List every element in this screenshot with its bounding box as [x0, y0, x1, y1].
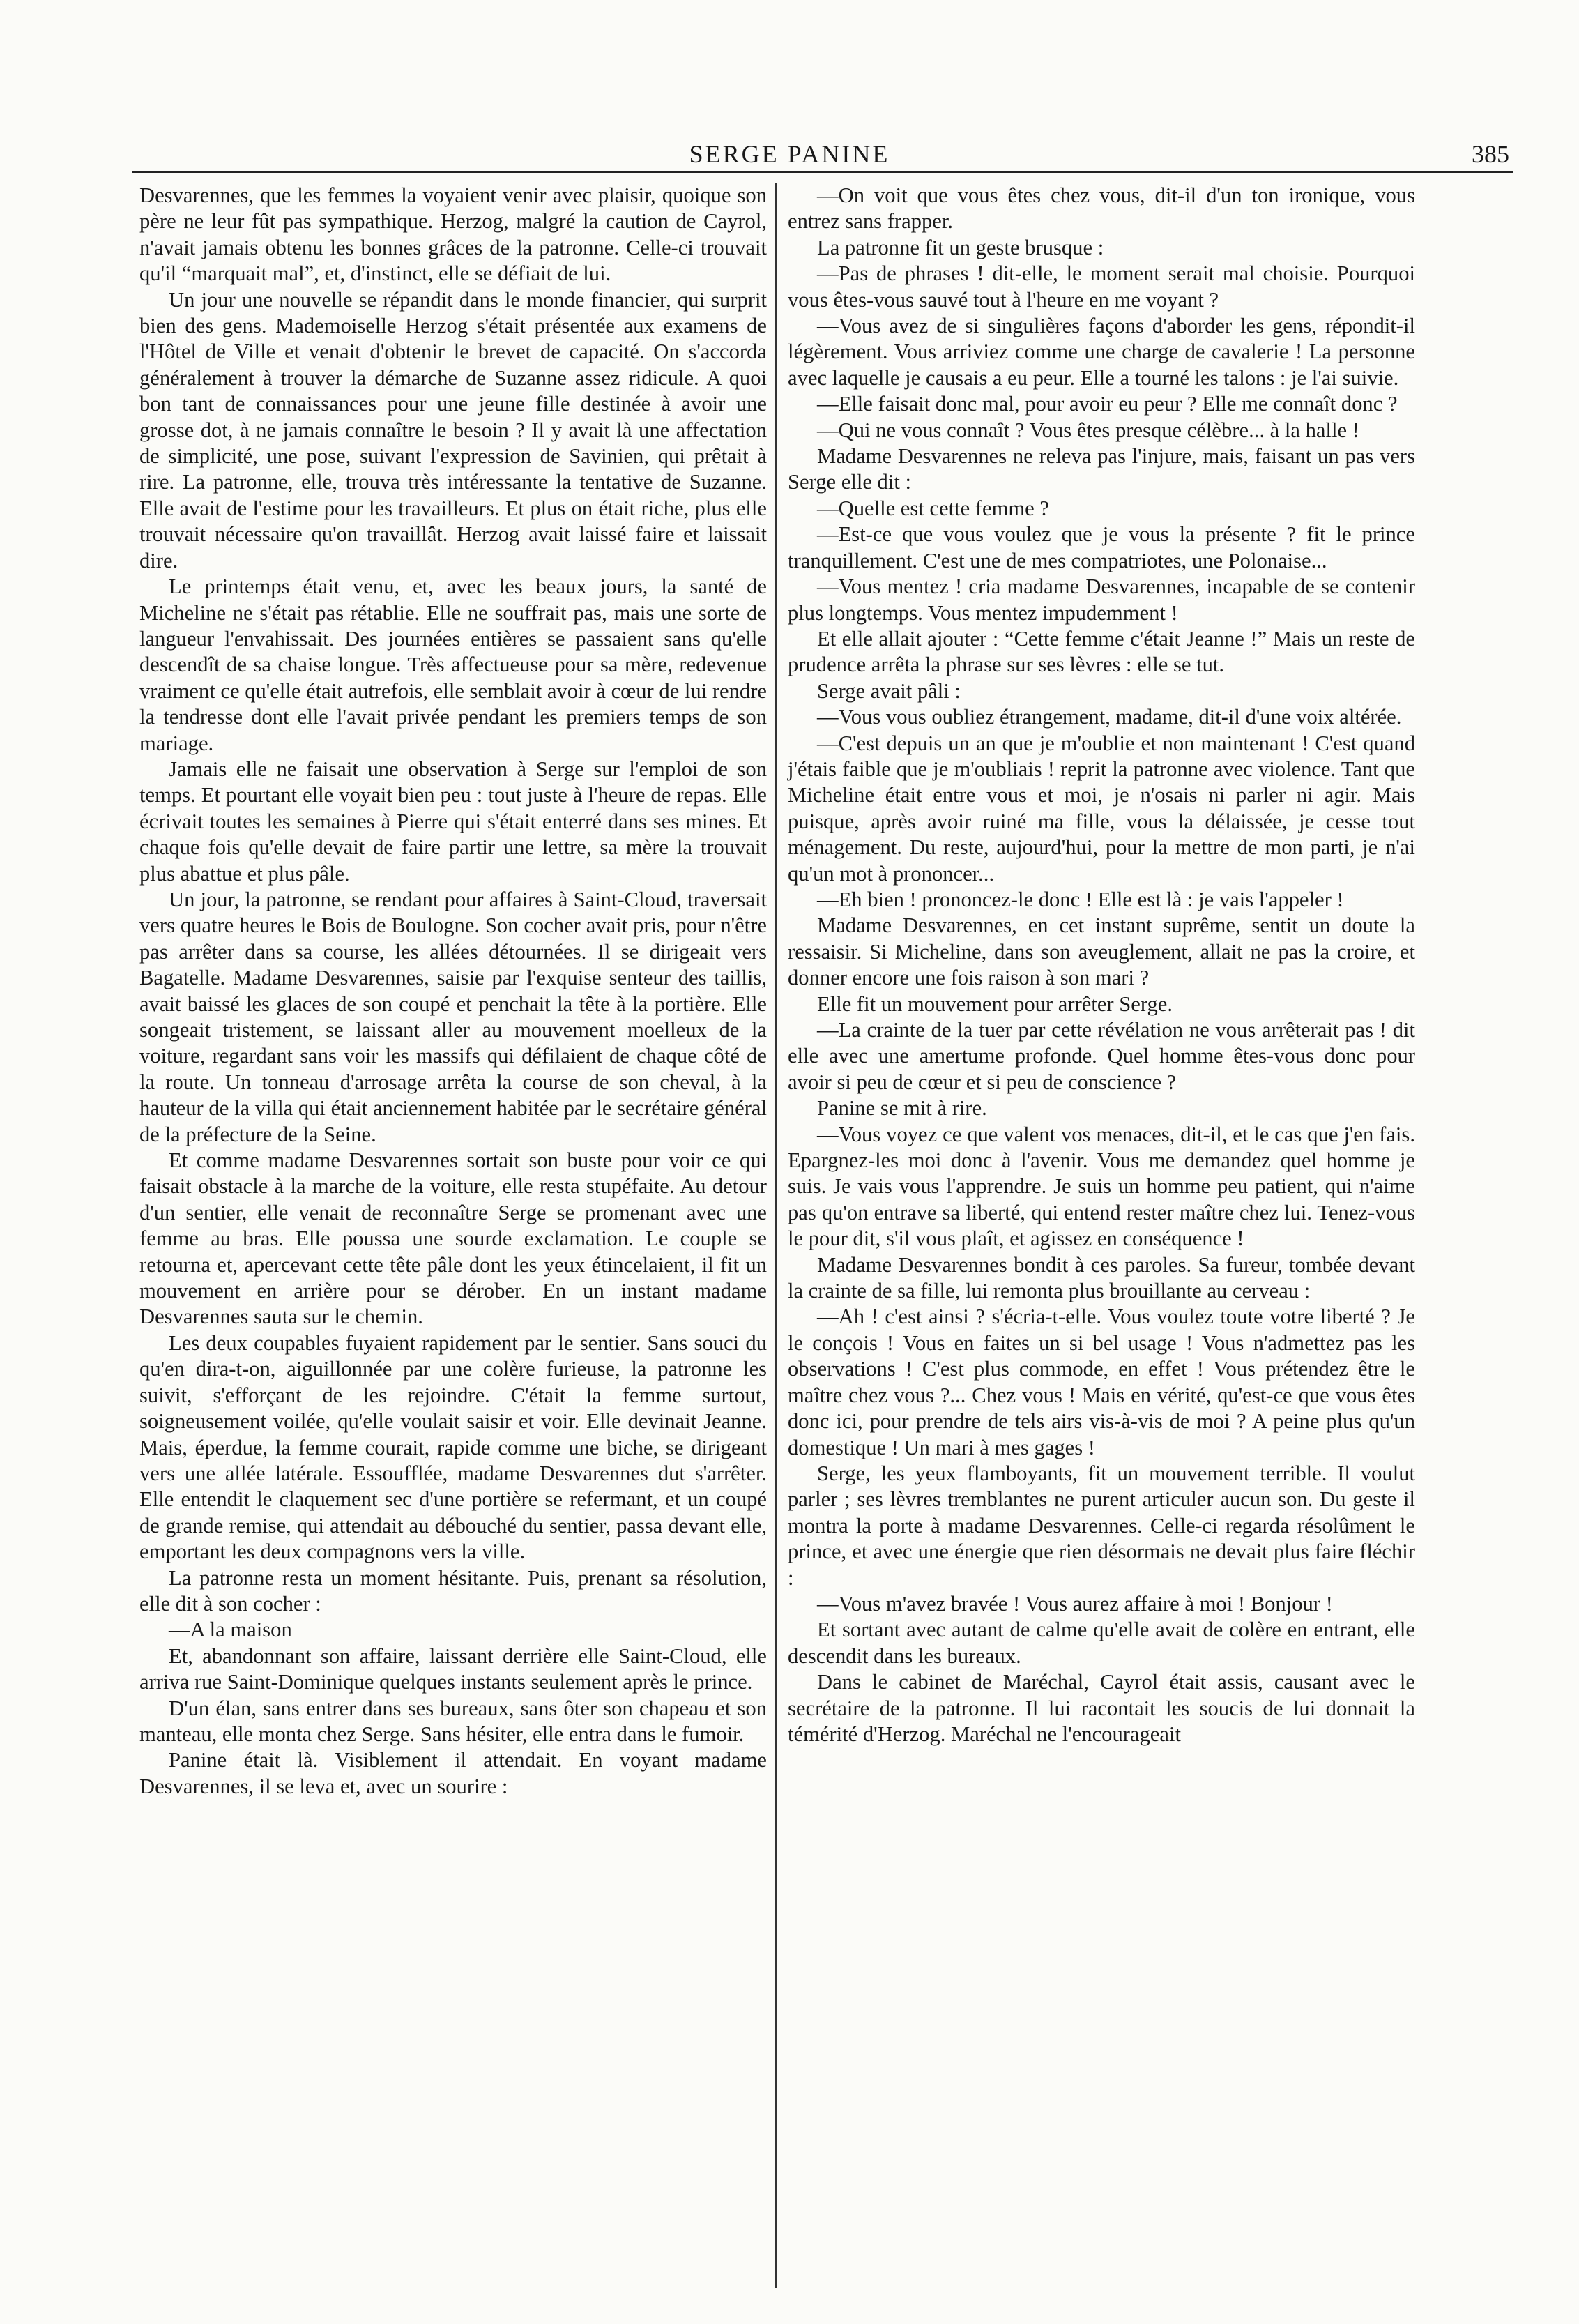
running-title: SERGE PANINE: [689, 140, 890, 168]
paragraph: Un jour une nouvelle se répandit dans le monde financier, qui surprit bien des gens. Mademoiselle Herzog s'était présentée aux examens de l'Hôtel de Ville et venait d'obtenir le brevet de capacité. On s'accorda généralement à trouver la démarche de Suzanne assez ridicule. A quoi bon tant de connaissances pour une jeune fille destinée à avoir une grosse dot, à ne jamais connaître le besoin ? Il y avait là une affectation de simplicité, une pose, suivant l'expression de Savinien, qui prêtait à rire. La patronne, elle, trouva très intéressante la tentative de Suzanne. Elle avait de l'estime pour les travailleurs. Et plus on était riche, plus elle trouvait nécessaire qu'on travaillât. Herzog avait laissé faire et laissait dire.: [139, 287, 767, 572]
paragraph: —Vous mentez ! cria madame Desvarennes, incapable de se contenir plus longtemps. Vous mentez impudemment !: [788, 575, 1415, 625]
column-divider: [775, 183, 777, 2288]
paragraph: Et comme madame Desvarennes sortait son buste pour voir ce qui faisait obstacle à la marche de la voiture, elle resta stupéfaite. Au detour d'un sentier, elle venait de reconnaître Serge se promenant avec une femme au bras. Elle poussa une sourde exclamation. Le couple se retourna et, apercevant cette tête pâle dont les yeux étincelaient, il fit un mouvement en arrière pour se dérober. En un instant madame Desvarennes sauta sur le chemin.: [139, 1148, 767, 1329]
paragraph: Le printemps était venu, et, avec les beaux jours, la santé de Micheline ne s'était pas rétablie. Elle ne souffrait pas, mais une sorte de langueur l'envahissait. Des journées entières se passaient sans qu'elle descendît de sa chaise longue. Très affectueuse pour sa mère, redevenue vraiment ce qu'elle était autrefois, elle semblait avoir à cœur de lui rendre la tendresse dont elle l'avait privée pendant les premiers temps de son mariage.: [139, 575, 767, 755]
paragraph: Et elle allait ajouter : “Cette femme c'était Jeanne !” Mais un reste de prudence arrêta la phrase sur ses lèvres : elle se tut.: [788, 626, 1415, 677]
paragraph: —Eh bien ! prononcez-le donc ! Elle est là : je vais l'appeler !: [817, 887, 1344, 911]
page-number: 385: [1472, 140, 1509, 168]
paragraph: —Elle faisait donc mal, pour avoir eu peur ? Elle me connaît donc ?: [817, 392, 1398, 416]
paragraph: —C'est depuis un an que je m'oublie et non maintenant ! C'est quand j'étais faible que je m'oubliais ! reprit la patronne avec violence. Tant que Micheline était entre vous et moi, je n'osais ni parler ni agir. Mais puisque, après avoir ruiné ma fille, vous la délaissée, je cesse tout ménagement. Du reste, aujourd'hui, pour la mettre de mon parti, je n'ai qu'un mot à prononcer...: [788, 731, 1415, 886]
paragraph: Les deux coupables fuyaient rapidement par le sentier. Sans souci du qu'en dira-t-on, aiguillonnée par une colère furieuse, la patronne les suivit, s'efforçant de les rejoindre. C'était la femme surtout, soigneusement voilée, qu'elle voulait saisir et voir. Elle devinait Jeanne. Mais, éperdue, la femme courait, rapide comme une biche, se dirigeant vers une allée latérale. Essoufflée, madame Desvarennes dut s'arrêter. Elle entendit le claquement sec d'une portière se refermant, et un coupé de grande remise, qui attendait au débouché du sentier, passa devant elle, emportant les deux compagnons vers la ville.: [139, 1330, 767, 1564]
paragraph: —Qui ne vous connaît ? Vous êtes presque célèbre... à la halle !: [817, 418, 1359, 442]
paragraph: —Ah ! c'est ainsi ? s'écria-t-elle. Vous voulez toute votre liberté ? Je le conçois ! Vous en faites un si bel usage ! Vous n'admettez pas les observations ! C'est plus commode, en effet ! Vous prétendez être le maître chez vous ?... Chez vous ! Mais en vérité, qu'est-ce que vous êtes donc ici, pour prendre de tels airs vis-à-vis de moi ? A peine plus qu'un domestique ! Un mari à mes gages !: [788, 1305, 1415, 1459]
paragraph: —On voit que vous êtes chez vous, dit-il d'un ton ironique, vous entrez sans frapper.: [788, 183, 1415, 234]
header-rule: [132, 171, 1513, 176]
paragraph: —La crainte de la tuer par cette révélation ne vous arrêterait pas ! dit elle avec une amertume profonde. Quel homme êtes-vous donc pour avoir si peu de cœur et si peu de conscience ?: [788, 1018, 1415, 1094]
paragraph: —Vous voyez ce que valent vos menaces, dit-il, et le cas que j'en fais. Epargnez-les moi donc à l'avenir. Vous me demandez quel homme je suis. Je vais vous l'apprendre. Je suis un homme peu patient, qui n'aime pas qu'on entrave sa liberté, qui entend rester maître chez lui. Tenez-vous le pour dit, s'il vous plaît, et agissez en conséquence !: [788, 1122, 1415, 1251]
paragraph: Serge avait pâli :: [817, 678, 961, 703]
paragraph: D'un élan, sans entrer dans ses bureaux, sans ôter son chapeau et son manteau, elle monta chez Serge. Sans hésiter, elle entra dans le fumoir.: [139, 1696, 767, 1746]
paragraph: Desvarennes, que les femmes la voyaient venir avec plaisir, quoique son père ne leur fût pas sympathique. Herzog, malgré la caution de Cayrol, n'avait jamais obtenu les bonnes grâces de la patronne. Celle-ci trouvait qu'il “marquait mal”, et, d'instinct, elle se défiait de lui.: [139, 183, 767, 286]
paragraph: —Vous vous oubliez étrangement, madame, dit-il d'une voix altérée.: [817, 705, 1402, 729]
paragraph: —Quelle est cette femme ?: [817, 496, 1049, 520]
paragraph: Madame Desvarennes, en cet instant suprême, sentit un doute la ressaisir. Si Micheline, dans son aveuglement, allait ne pas la croire, et donner encore une fois raison à son mari ?: [788, 913, 1415, 990]
paragraph: —Vous avez de si singulières façons d'aborder les gens, répondit-il légèrement. Vous arriviez comme une charge de cavalerie ! La personne avec laquelle je causais a eu peur. Elle a tourné les talons : je l'ai suivie.: [788, 314, 1415, 390]
paragraph: —A la maison: [169, 1618, 292, 1642]
paragraph: Un jour, la patronne, se rendant pour affaires à Saint-Cloud, traversait vers quatre heures le Bois de Boulogne. Son cocher avait pris, pour n'être pas arrêter dans sa course, les allées détournées. Il se dirigeait vers Bagatelle. Madame Desvarennes, saisie par l'exquise senteur des taillis, avait baissé les glaces de son coupé et penchait la tête à la portière. Elle songeait tristement, se laissant aller au mouvement moelleux de la voiture, regardant sans voir les massifs qui défilaient de chaque côté de la route. Un tonneau d'arrosage arrêta la course de son cheval, à la hauteur de la villa qui était anciennement habitée par le secrétaire général de la préfecture de la Seine.: [139, 887, 767, 1146]
paragraph: Madame Desvarennes bondit à ces paroles. Sa fureur, tombée devant la crainte de sa fille, lui remonta plus brouillante au cerveau :: [788, 1252, 1415, 1303]
paragraph: La patronne resta un moment hésitante. Puis, prenant sa résolution, elle dit à son cocher :: [139, 1565, 767, 1616]
paragraph: Et, abandonnant son affaire, laissant derrière elle Saint-Cloud, elle arriva rue Saint-Dominique quelques instants seulement après le prince.: [139, 1643, 767, 1694]
paragraph: La patronne fit un geste brusque :: [817, 235, 1104, 259]
paragraph: Panine se mit à rire.: [817, 1096, 987, 1121]
paragraph: Serge, les yeux flamboyants, fit un mouvement terrible. Il voulut parler ; ses lèvres tremblantes ne purent articuler aucun son. Du geste il montra la porte à madame Desvarennes. Celle-ci regarda résolûment le prince, et avec une énergie que rien désormais ne devait plus faire fléchir :: [788, 1461, 1415, 1590]
right-column: [788, 183, 1415, 1747]
paragraph: —Vous m'avez bravée ! Vous aurez affaire à moi ! Bonjour !: [817, 1591, 1333, 1616]
paragraph: Elle fit un mouvement pour arrêter Serge.: [817, 992, 1173, 1016]
paragraph: Madame Desvarennes ne releva pas l'injure, mais, faisant un pas vers Serge elle dit :: [788, 444, 1415, 494]
paragraph: Panine était là. Visiblement il attendait. En voyant madame Desvarennes, il se leva et, avec un sourire :: [139, 1748, 767, 1798]
paragraph: —Est-ce que vous voulez que je vous la présente ? fit le prince tranquillement. C'est une de mes compatriotes, une Polonaise...: [788, 522, 1415, 572]
paragraph: Jamais elle ne faisait une observation à Serge sur l'emploi de son temps. Et pourtant elle voyait bien peu : tout juste à l'heure de repas. Elle écrivait toutes les semaines à Pierre qui s'était enterré dans ses mines. Et chaque fois qu'elle devait de faire partir une lettre, sa mère la trouvait plus abattue et plus pâle.: [139, 757, 767, 886]
left-column: [139, 183, 767, 1800]
paragraph: Dans le cabinet de Maréchal, Cayrol était assis, causant avec le secrétaire de la patronne. Il lui racontait les soucis de lui donnait la témérité d'Herzog. Maréchal ne l'encourageait: [788, 1670, 1415, 1746]
paragraph: Et sortant avec autant de calme qu'elle avait de colère en entrant, elle descendit dans les bureaux.: [788, 1618, 1415, 1668]
paragraph: —Pas de phrases ! dit-elle, le moment serait mal choisie. Pourquoi vous êtes-vous sauvé tout à l'heure en me voyant ?: [788, 261, 1415, 312]
